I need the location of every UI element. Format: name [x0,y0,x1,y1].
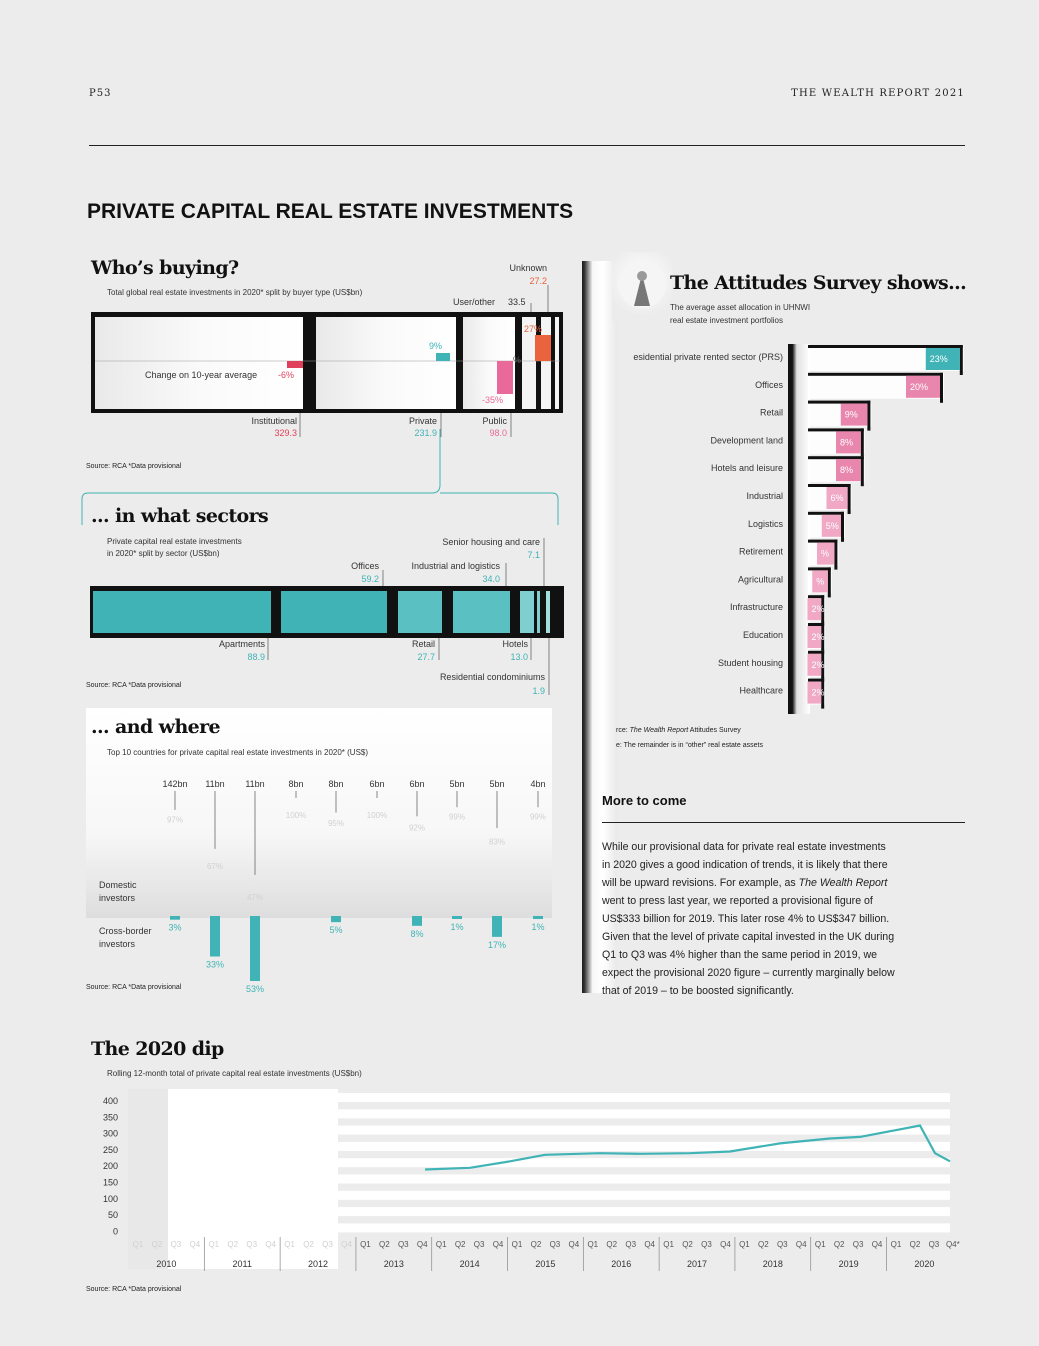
more-rule [602,822,965,823]
quarter-label: Q2 [682,1240,693,1249]
attitudes-label: Offices [755,379,783,390]
y-tick: 100 [102,1193,118,1204]
quarter-label: Q3 [170,1240,182,1249]
y-tick: 400 [102,1096,118,1106]
group-value-unknown: 27.2 [529,276,547,286]
quarter-label: Q3 [397,1240,409,1249]
country-domestic-pct: 95% [327,818,345,828]
quarter-label: Q2 [606,1240,618,1249]
header-rule [89,145,965,146]
country-cross-bar [452,916,462,919]
quarter-label: Q2 [379,1240,390,1249]
more-heading: More to come [602,793,687,808]
country-cross-bar [412,916,422,926]
attitudes-value: 8% [840,437,854,448]
sector-value-retail: 27.7 [417,652,435,662]
report-title: THE WEALTH REPORT 2021 [791,88,965,99]
buying-subtitle: Total global real estate investments in 2020* split by buyer type (US$bn) [107,288,363,297]
attitudes-heading: The Attitudes Survey shows... [670,272,967,294]
quarter-label: Q2 [227,1240,239,1249]
quarter-label: Q4 [871,1240,883,1249]
sector-value-apartments: 88.9 [247,652,265,662]
year-label: 2011 [232,1259,252,1269]
sectors-subtitle-1: Private capital real estate investments [107,537,242,546]
quarter-label: Q1 [132,1240,144,1249]
year-label: 2015 [535,1259,556,1269]
country-cross-bar [492,916,502,937]
quarter-label: Q4 [568,1240,580,1249]
year-label: 2010 [156,1259,177,1269]
change-bar-private [436,353,450,361]
change-label-public: -35% [482,395,504,405]
attitudes-label: Hotels and leisure [710,463,783,474]
country-cross-pct: 1% [531,922,545,932]
attitudes-label: Retail [759,407,783,418]
where-chart [0,770,580,1000]
sector-bar-retail [398,591,442,633]
attitudes-value: % [816,576,825,587]
sector-value-senior: 7.1 [527,550,540,560]
group-name-institutional: Institutional [251,416,297,426]
sector-name-apartments: Apartments [218,639,265,649]
attitudes-label: Logistics [747,518,783,529]
quarter-label: Q4 [265,1240,276,1249]
dip-heading: The 2020 dip [91,1038,224,1060]
buying-heading: Who’s buying? [91,257,239,279]
quarter-label: Q1 [360,1240,371,1249]
sector-name-senior: Senior housing and care [442,537,540,547]
year-label: 2020 [914,1259,935,1269]
attitudes-value: 23% [929,354,948,364]
quarter-label: Q3 [852,1240,864,1249]
sectors-source: Source: RCA *Data provisional [86,682,182,689]
survey-logo [612,252,672,322]
quarter-label: Q3 [776,1240,788,1249]
country-domestic-pct: 99% [448,812,466,822]
sector-bar-apartments [93,591,271,633]
group-institutional [95,317,303,409]
where-subtitle: Top 10 countries for private capital real estate investments in 2020* (US$) [107,748,369,757]
attitudes-value: 8% [840,465,854,476]
sector-name-retail: Retail [411,639,435,649]
page-title: PRIVATE CAPITAL REAL ESTATE INVESTMENTS [87,200,574,223]
country-total: 8bn [328,779,344,789]
quarter-label: Q3 [473,1240,485,1249]
quarter-label: Q1 [511,1240,523,1249]
quarter-label: Q4 [341,1240,352,1249]
attitudes-label: esidential private rented sector (PRS) [633,352,783,362]
attitudes-label: Development land [710,435,783,446]
quarter-label: Q4 [795,1240,807,1249]
country-domestic-pct: 100% [285,811,307,820]
country-total: 11bn [245,779,265,789]
group-name-unknown: Unknown [509,263,547,273]
dip-subtitle: Rolling 12-month total of private capital real estate investments (US$bn) [107,1069,362,1078]
country-domestic-pct: 97% [166,815,184,825]
quarter-label: Q2 [909,1240,921,1249]
country-cross-bar [170,916,180,920]
quarter-label: Q1 [587,1240,599,1249]
country-total: 4bn [530,779,546,789]
attitudes-note: e: The remainder is in “other” real estate assets [616,742,763,749]
sector-bar-condos [546,591,550,633]
quarter-label: Q2 [454,1240,466,1249]
quarter-label: Q2 [151,1240,163,1249]
quarter-label: Q4 [492,1240,504,1249]
quarter-label: Q1 [284,1240,295,1249]
quarter-label: Q1 [739,1240,750,1249]
where-heading: ... and where [91,716,221,738]
year-label: 2012 [308,1259,329,1269]
attitudes-chart [600,340,980,720]
country-cross-pct: 17% [487,939,507,950]
sector-bar-offices [281,591,387,633]
country-domestic-pct: 99% [529,812,547,822]
country-total: 11bn [205,779,225,789]
quarter-label: Q4 [644,1240,655,1249]
cross-border-label: Cross-border investors [99,926,152,949]
quarter-label: Q1 [890,1240,902,1249]
country-total: 6bn [409,779,425,789]
quarter-label: Q1 [663,1240,674,1249]
y-tick: 150 [102,1177,118,1188]
quarter-label: Q3 [246,1240,258,1249]
year-label: 2019 [838,1259,859,1269]
country-total: 5bn [489,779,505,789]
y-tick: 350 [102,1112,118,1123]
quarter-label: Q1 [435,1240,447,1249]
dip-chart [0,1085,980,1285]
group-name-private: Private [408,416,437,426]
sector-value-hotels: 13.0 [510,652,528,662]
country-cross-pct: 33% [205,959,225,970]
change-axis-label: Change on 10-year average [145,370,258,380]
year-label: 2013 [383,1259,404,1269]
country-cross-bar [250,916,260,981]
attitudes-value: % [821,548,830,559]
country-total: 142bn [162,779,188,789]
attitudes-value: 2% [811,604,825,615]
attitudes-label: Infrastructure [729,602,783,613]
attitudes-label: Student housing [717,657,783,668]
y-tick: 250 [102,1144,118,1155]
sector-bar-hotels [520,591,534,633]
group-name-public: Public [482,416,507,426]
year-label: 2018 [762,1259,783,1269]
quarter-label: Q3 [928,1240,940,1249]
quarter-label: Q3 [625,1240,637,1249]
sector-value-industrial: 34.0 [482,574,500,584]
attitudes-label: Education [742,630,783,640]
year-label: 2017 [687,1259,708,1269]
sectors-heading: ... in what sectors [91,505,269,527]
change-bar-institutional [287,361,303,368]
sector-bar-industrial [453,591,510,633]
change-label-unknown: 27% [524,324,543,334]
sector-name-hotels: Hotels [502,639,528,649]
attitudes-value: 2% [811,632,825,642]
quarter-label: Q4 [189,1240,201,1249]
sector-value-offices: 59.2 [361,574,379,584]
country-cross-bar [210,916,220,956]
quarter-label: Q1 [814,1240,826,1249]
y-tick: 300 [102,1128,118,1139]
y-tick: 50 [107,1210,118,1221]
group-private [316,317,456,409]
domestic-label: Domestic investors [99,880,137,903]
attitudes-value: 5% [825,520,839,531]
country-cross-pct: 53% [245,984,265,994]
y-tick: 0 [112,1226,118,1237]
change-label-user-other: % [513,355,522,365]
country-domestic-pct: 67% [206,862,224,872]
country-cross-bar [331,916,341,922]
country-cross-pct: 1% [450,922,464,932]
attitudes-label: Industrial [746,491,783,501]
quarter-label: Q3 [322,1240,333,1249]
group-value-user-other: 33.5 [508,297,526,307]
attitudes-value: 2% [811,687,825,698]
country-domestic-pct: 83% [488,837,506,847]
year-label: 2014 [459,1259,480,1269]
quarter-label: Q3 [701,1240,712,1249]
country-total: 8bn [288,779,304,789]
change-label-private: 9% [429,341,443,351]
sector-value-condos: 1.9 [532,686,545,696]
group-value-institutional: 329.3 [274,428,297,438]
quarter-label: Q4 [416,1240,428,1249]
attitudes-value: 2% [811,659,825,670]
attitudes-subtitle-1: The average asset allocation in UHNWI [670,303,811,312]
attitudes-source: rce: The Wealth Report Attitudes Survey [616,727,741,734]
attitudes-value: 9% [844,409,858,420]
group-name-user-other: User/other [453,297,496,307]
y-tick: 200 [102,1161,118,1172]
dip-source: Source: RCA *Data provisional [86,1286,182,1293]
page-number: P53 [89,88,112,99]
quarter-label: Q3 [549,1240,561,1249]
sector-name-condos: Residential condominiums [439,672,545,682]
quarter-label: Q2 [833,1240,845,1249]
attitudes-subtitle-2: real estate investment portfolios [670,316,783,325]
sectors-subtitle-2: in 2020* split by sector (US$bn) [107,549,220,558]
attitudes-label: Agricultural [737,574,783,585]
quarter-label: Q2 [303,1240,314,1249]
country-cross-bar [533,916,543,919]
attitudes-value: 20% [910,381,929,392]
quarter-label: Q1 [208,1240,220,1249]
country-cross-pct: 3% [168,922,182,933]
country-total: 5bn [449,779,465,789]
country-domestic-pct: 92% [408,823,426,833]
group-unknown [541,317,551,409]
sector-name-offices: Offices [351,561,379,571]
sector-name-industrial: Industrial and logistics [411,561,500,571]
quarter-label: Q4 [720,1240,731,1249]
attitudes-label: Healthcare [739,685,783,696]
group-value-public: 98.0 [489,428,507,438]
attitudes-label: Retirement [738,546,783,557]
where-source: Source: RCA *Data provisional [86,984,182,991]
sector-bar-senior [537,591,540,633]
country-cross-pct: 5% [329,925,343,936]
change-bar-unknown [535,335,551,361]
quarter-label: Q2 [758,1240,769,1249]
country-total: 6bn [369,779,385,789]
more-body: While our provisional data for private real estate investments in 2020 gives a good indication of trends, it is likely that there will be upward revisions. For example, as The Wealth Report went to press last year, we reported a provisional figure of US$333 billion for 2019. This later rose 4% to US$347 billion. Given that the level of private capital invested in the UK during Q1 to Q3 was 4% higher than the same period in 2019, we expect the provisional 2020 figure – currently marginally below that of 2019 – to be boosted significantly. [602,841,895,997]
change-label-institutional: -6% [278,370,295,380]
quarter-label: Q4* [945,1240,960,1249]
attitudes-value: 6% [830,493,844,503]
group-value-private: 231.9 [414,428,437,438]
change-bar-public [497,361,513,394]
country-cross-pct: 8% [410,928,424,939]
sectors-chart [0,530,580,705]
year-label: 2016 [611,1259,632,1269]
buying-source: Source: RCA *Data provisional [86,463,182,470]
country-domestic-pct: 100% [366,811,388,820]
quarter-label: Q2 [530,1240,542,1249]
country-domestic-pct: 47% [246,893,264,903]
